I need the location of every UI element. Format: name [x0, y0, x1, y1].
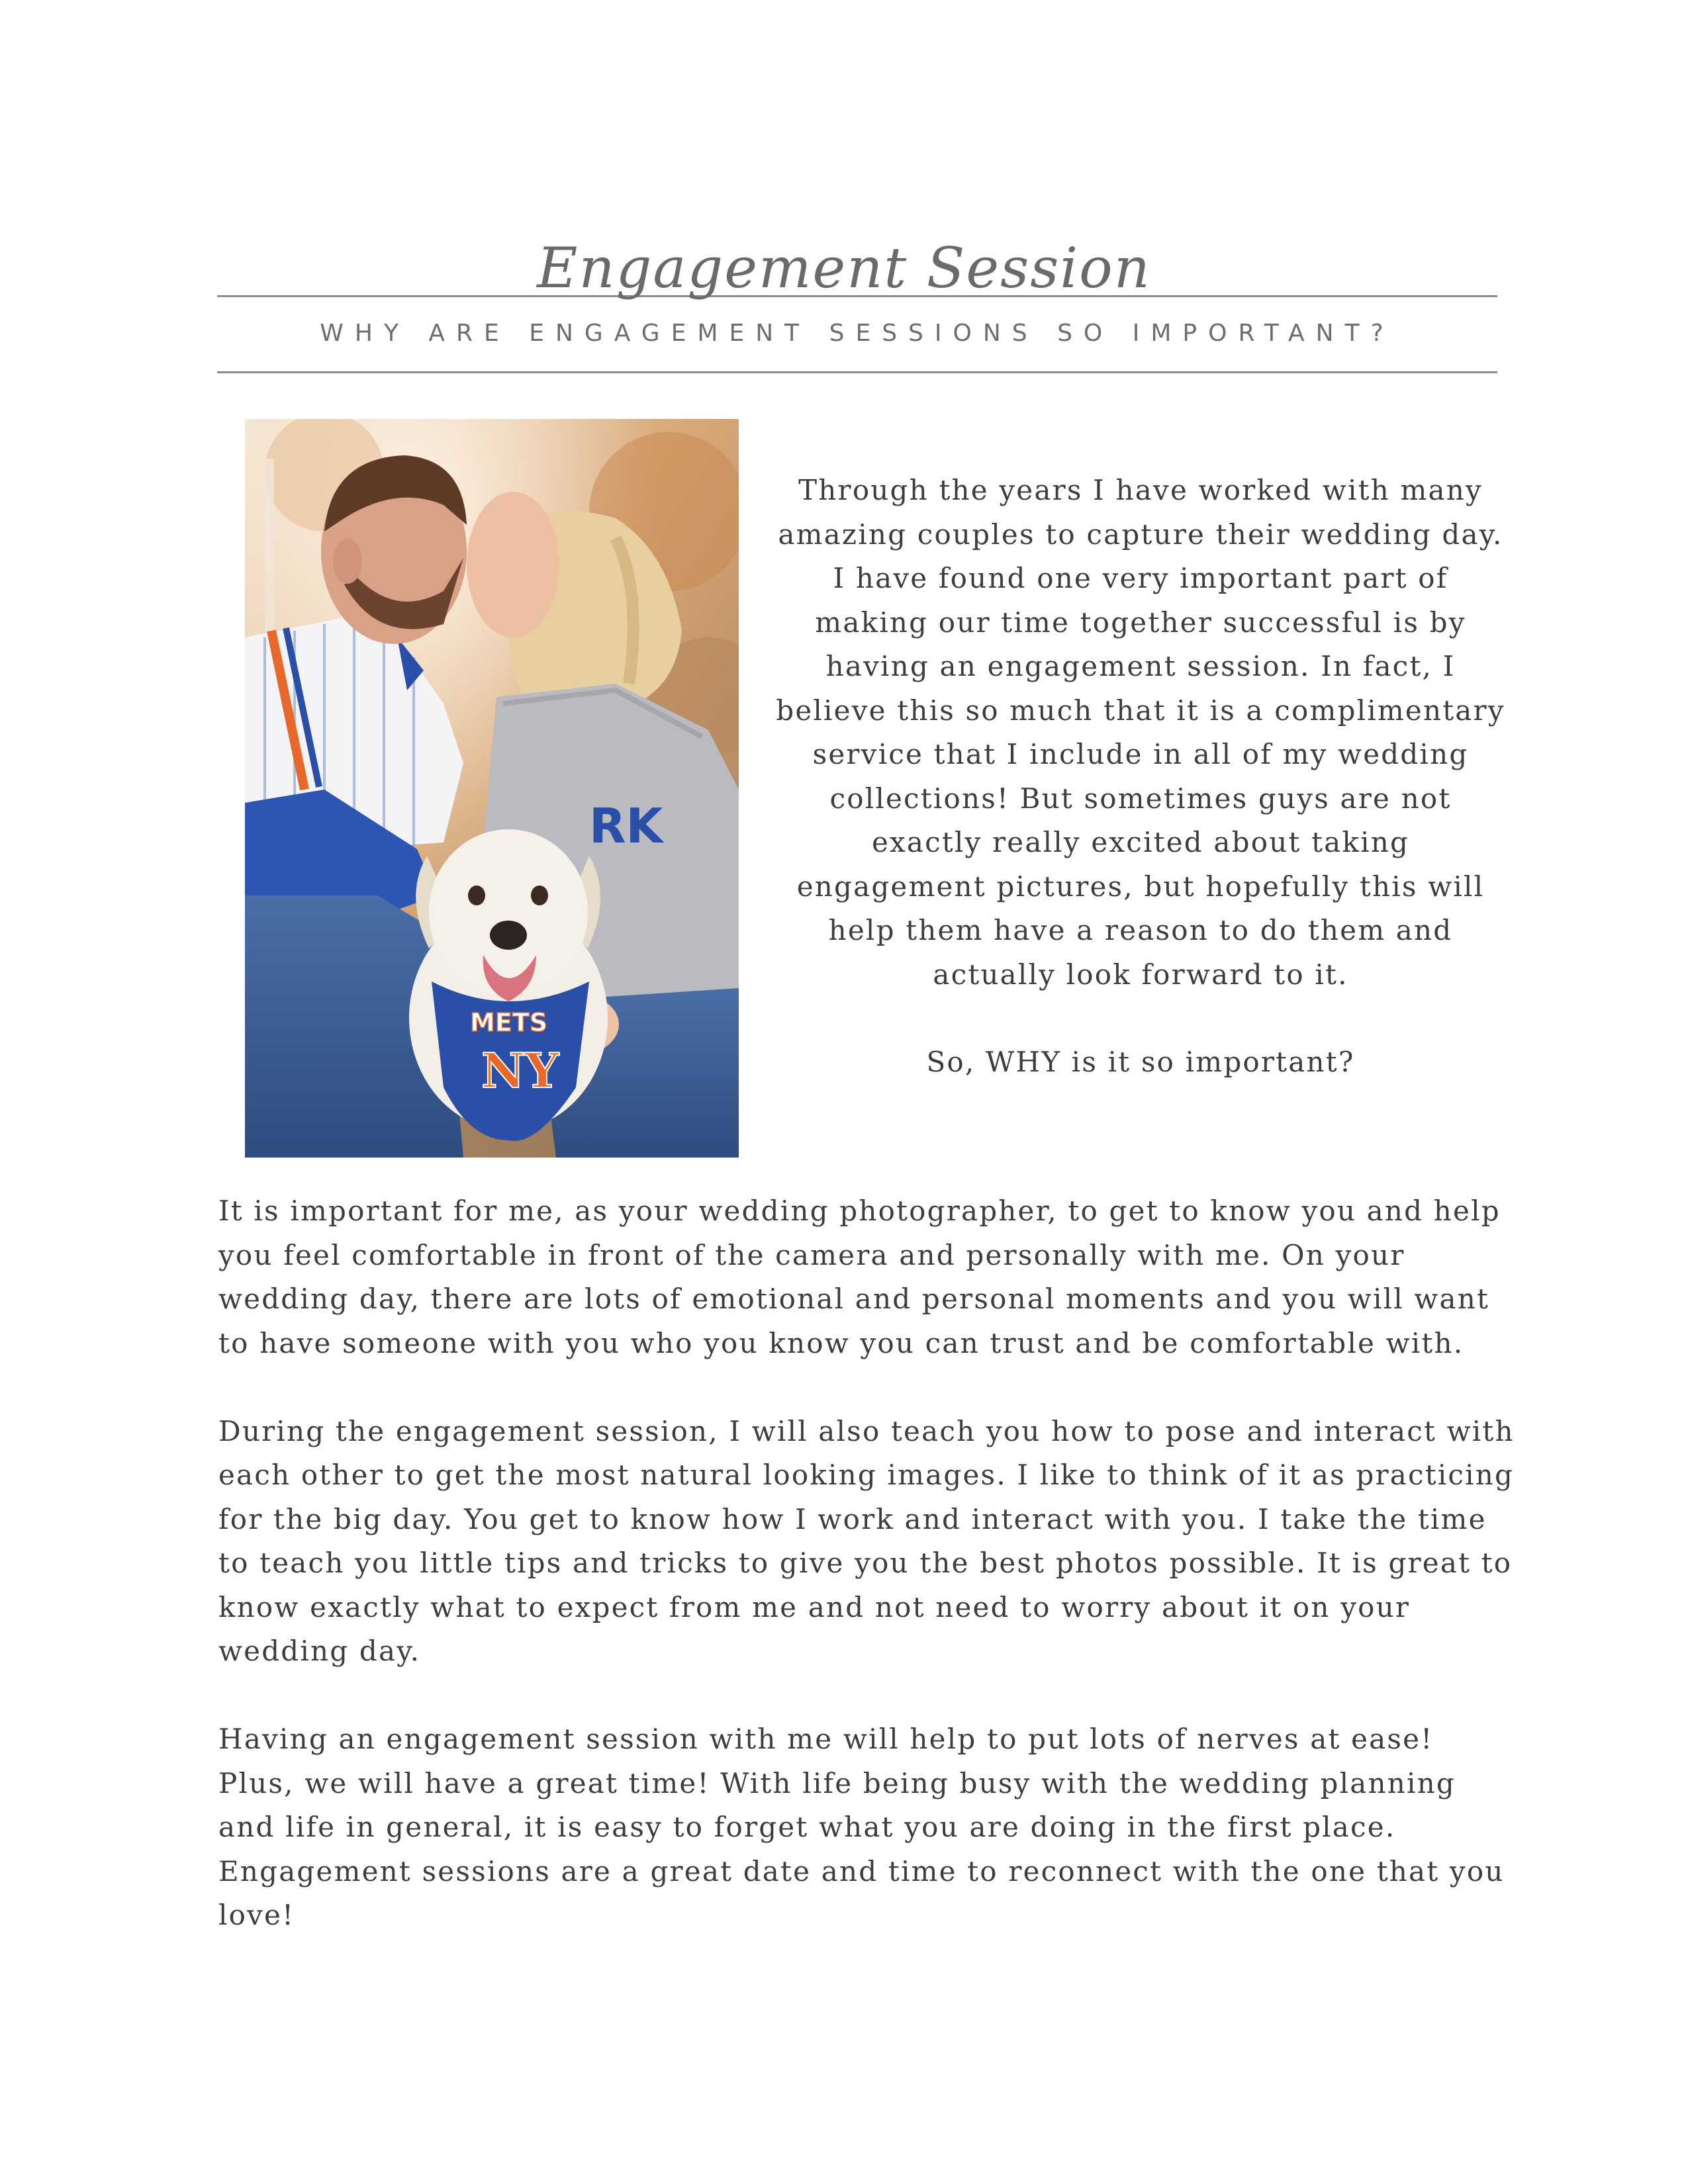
script-title: Engagement Session	[537, 236, 1151, 301]
engagement-photo	[245, 419, 739, 1158]
intro-block	[773, 469, 1508, 1085]
body-paragraph-2: During the engagement session, I will also teach you how to pose and interact with each other to get the most natural looking images. I like to think of it as practicing for the big day. You get to know how I work and interact with you. I take the time to teach you little tips and tricks to give you the best photos possible. It is great to know exactly what to expect from me and not need to worry about it on your wedding day.	[218, 1414, 1515, 1667]
intro-paragraph: Through the years I have worked with many amazing couples to capture their wedding day. I have found one very important part of making our time together successful is by having an engagement session. In fact, I believe this so much that it is a complimentary service that I include in all of my wedding collections! But sometimes guys are not exactly really excited about taking engagement pictures, but hopefully this will help them have a reason to do them and actually look forward to it.	[776, 474, 1505, 991]
bottom-rule	[217, 371, 1497, 373]
body-paragraph-3: Having an engagement session with me will help to put lots of nerves at ease! Plus, we will have a great time! With life being busy with the wedding planning and life in general, it is easy to forget what you are doing in the first place. Engagement sessions are a great date and time to reconnect with the one that you love!	[218, 1723, 1505, 1931]
body-paragraph-1: It is important for me, as your wedding photographer, to get to know you and help you feel comfortable in front of the camera and personally with me. On your wedding day, there are lots of emotional and personal moments and you will want to have someone with you who you know you can trust and be comfortable with.	[218, 1195, 1501, 1359]
bandana-lettering: METS	[470, 1008, 548, 1037]
section-subtitle: WHY ARE ENGAGEMENT SESSIONS SO IMPORTANT?	[320, 320, 1395, 347]
sweatshirt-lettering: RK	[589, 798, 663, 854]
bandana-logo: NY	[481, 1042, 559, 1099]
intro-question: So, WHY is it so important?	[926, 1046, 1355, 1078]
body-text	[218, 1189, 1516, 1981]
